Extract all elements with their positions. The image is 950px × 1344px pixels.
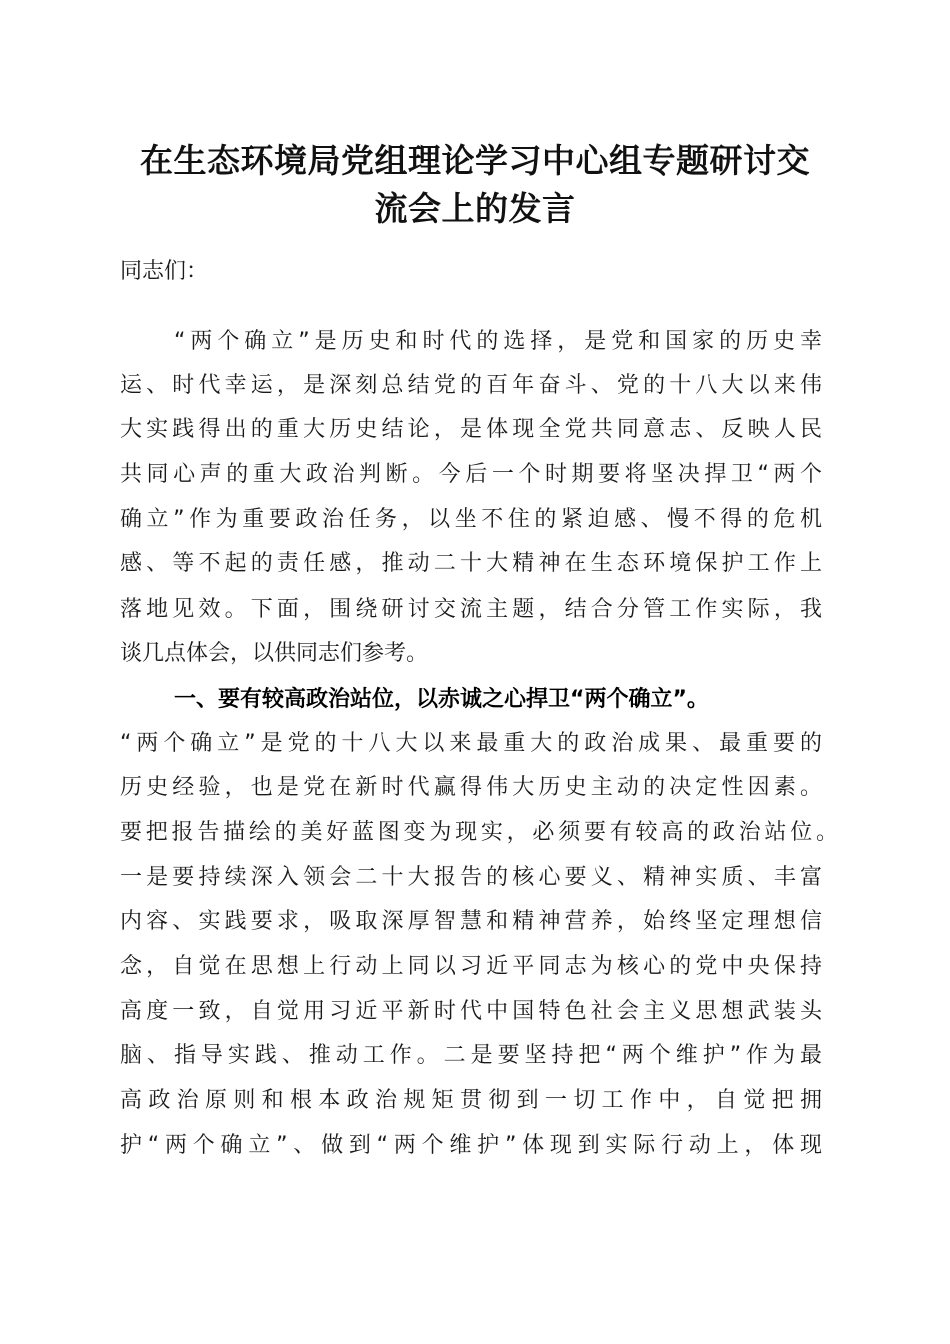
intro-line: “两个确立”是历史和时代的选择，是党和国家的历史幸	[174, 329, 822, 354]
intro-line: 共同心声的重大政治判断。今后一个时期要将坚决捍卫“两个	[120, 462, 822, 487]
section-heading: 一、要有较高政治站位，以赤诚之心捍卫“两个确立”。	[174, 687, 709, 712]
body-line: 内容、实践要求，吸取深厚智慧和精神营养，始终坚定理想信	[120, 909, 822, 934]
body-line: 要把报告描绘的美好蓝图变为现实，必须要有较高的政治站位。	[120, 820, 838, 845]
body-line: 一是要持续深入领会二十大报告的核心要义、精神实质、丰富	[120, 865, 822, 890]
intro-line: 运、时代幸运，是深刻总结党的百年奋斗、党的十八大以来伟	[120, 373, 822, 398]
body-line: 护“两个确立”、做到“两个维护”体现到实际行动上，体现	[120, 1133, 822, 1158]
intro-line: 落地见效。下面，围绕研讨交流主题，结合分管工作实际，我	[120, 597, 822, 622]
intro-line: 大实践得出的重大历史结论，是体现全党共同意志、反映人民	[120, 417, 822, 442]
body-line: “两个确立”是党的十八大以来最重大的政治成果、最重要的	[120, 731, 822, 756]
body-line: 高度一致，自觉用习近平新时代中国特色社会主义思想武装头	[120, 999, 822, 1024]
body-line: 脑、指导实践、推动工作。二是要坚持把“两个维护”作为最	[120, 1043, 822, 1068]
body-line: 历史经验，也是党在新时代赢得伟大历史主动的决定性因素。	[120, 775, 822, 800]
intro-line: 感、等不起的责任感，推动二十大精神在生态环境保护工作上	[120, 551, 822, 576]
body-line: 念，自觉在思想上行动上同以习近平同志为核心的党中央保持	[120, 954, 822, 979]
document-title-line-1: 在生态环境局党组理论学习中心组专题研讨交	[140, 141, 810, 180]
salutation: 同志们：	[120, 259, 209, 284]
intro-line: 确立”作为重要政治任务，以坐不住的紧迫感、慢不得的危机	[120, 507, 822, 532]
body-line: 高政治原则和根本政治规矩贯彻到一切工作中，自觉把拥	[120, 1088, 822, 1113]
intro-line: 谈几点体会，以供同志们参考。	[120, 641, 429, 666]
document-title-line-2: 流会上的发言	[374, 189, 576, 228]
